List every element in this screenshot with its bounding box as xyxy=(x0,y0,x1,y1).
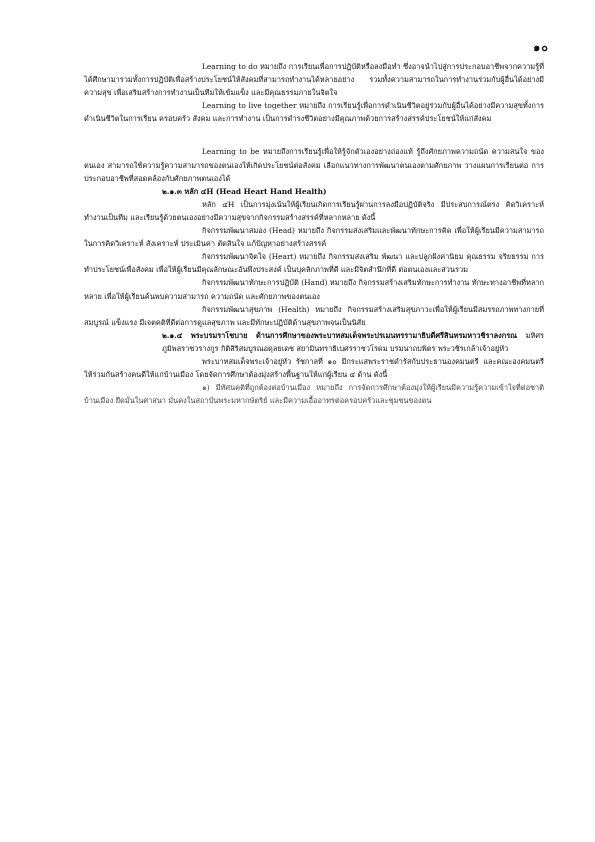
section-royal-intro: พระบาทสมเด็จพระเจ้าอยู่หัว รัชกาลที่ ๑๐ มีกระแสพระราชดำรัสกับประธานองคมนตรี และคณะองคมนตรี ให้ร่วมกันสร้างคนดีให้แก่บ้านเมือง โดยจัดการศึกษาต้องมุ่งสร้างพื้นฐานให้แก่ผู้เรียน ๔ ด้าน ดังนี้ xyxy=(84,356,544,380)
list-item-heart: กิจกรรมพัฒนาจิตใจ (Heart) หมายถึง กิจกรรมส่งเสริม พัฒนา และปลูกฝังค่านิยม คุณธรรม จริยธรรม การทำประโยชน์เพื่อสังคม เพื่อให้ผู้เรียนมีคุณลักษณะอันพึงประสงค์ เป็นบุคลิกภาพที่ดี และมีจิตสำนึกที่ดี ต่อตนเองและส่วนรวม xyxy=(84,252,544,275)
document-body xyxy=(84,60,544,407)
page-number: ๑๐ xyxy=(533,41,549,54)
royal-policy-heading-text: ๒.๑.๔ พระบรมราโชบาย ด้านการศึกษาของพระบาทสมเด็จพระปรเมนทรรามาธิบดีศรีสินทรมหาวชิราลงกรณ xyxy=(162,330,518,340)
section-heading-4h: ๒.๑.๓ หลัก ๔H (Head Heart Hand Health) xyxy=(162,186,327,196)
paragraph-learning-to-do: Learning to do หมายถึง การเรียนเพื่อการปฏิบัติหรือลงมือทำ ซึ่งอาจนำไปสู่การประกอบอาชีพจากความรู้ที่ได้ศึกษามารวมทั้งการปฏิบัติเพื่อสร้างประโยชน์ให้สังคมที่สามารถทำงานได้หลายอย่าง รวมทั้งความสามารถในการทำงานร่วมกับผู้อื่นได้อย่างมีความสุข เพื่อเสริมสร้างการทำงานเป็นทีมให้เข้มแข็ง และมีคุณธรรมภายในจิตใจ xyxy=(84,62,544,98)
royal-policy-heading-tail: มหิศรภูมิพลราชวรางกูร กิติสิริสมบูรณอดุลยเดช สยามินทราธิเบศรราชวโรดม บรมนาถบพิตร พระวชิรเกล้าเจ้าอยู่หัว xyxy=(162,330,544,353)
paragraph-gap xyxy=(84,125,544,145)
section-heading-royal-policy xyxy=(84,329,544,355)
paragraph-learning-to-live-together: Learning to live together หมายถึง การเรียนรู้เพื่อการดำเนินชีวิตอยู่ร่วมกับผู้อื่นได้อย่างมีความสุขทั้งการดำเนินชีวิตในการเรียน ครอบครัว สังคม และการทำงาน เป็นการดำรงชีวิตอย่างมีคุณภาพด้วยการสร้างสรรค์ประโยชน์ให้แก่สังคม xyxy=(84,101,544,124)
list-item-hand: กิจกรรมพัฒนาทักษะการปฏิบัติ (Hand) หมายถึง กิจกรรมสร้างเสริมทักษะการทำงาน ทักษะทางอาชีพที่หลากหลาย เพื่อให้ผู้เรียนค้นพบความสามารถ ความถนัด และศักยภาพของตนเอง xyxy=(84,278,544,301)
paragraph-learning-to-be: Learning to be หมายถึงการเรียนรู้เพื่อให้รู้จักตัวเองอย่างถ่องแท้ รู้ถึงศักยภาพความถนัด ความสนใจ ของตนเอง สามารถใช้ความรู้ความสามารถของตนเองให้เกิดประโยชน์ต่อสังคม เลือกแนวทางการพัฒนาตนเองตามศักยภาพ วางแผนการเรียนต่อ การประกอบอาชีพที่สอดคล้องกับศักยภาพตนเองได้ xyxy=(84,147,544,183)
list-item-head: กิจกรรมพัฒนาสมอง (Head) หมายถึง กิจกรรมส่งเสริมและพัฒนาทักษะการคิด เพื่อให้ผู้เรียนมีความสามารถในการคิดวิเคราะห์ สังเคราะห์ ประเมินค่า ตัดสินใจ แก้ปัญหาอย่างสร้างสรรค์ xyxy=(84,226,544,249)
list-item-attitude: ๑) มีทัศนคติที่ถูกต้องต่อบ้านเมือง หมายถึง การจัดการศึกษาต้องมุ่งให้ผู้เรียนมีความรู้ความเข้าใจที่ต่อชาติบ้านเมือง ยึดมั่นในศาสนา มั่นคงในสถาบันพระมหากษัตริย์ และมีความเอื้ออาทรต่อครอบครัวและชุมชนของตน xyxy=(84,383,544,406)
section-4h-intro: หลัก ๔H เป็นการมุ่งเน้นให้ผู้เรียนเกิดการเรียนรู้ผ่านการลงมือปฏิบัติจริง มีประสบการณ์ตรง คิดวิเคราะห์ ทำงานเป็นทีม และเรียนรู้ด้วยตนเองอย่างมีความสุขจากกิจกรรมสร้างสรรค์ที่หลากหลาย ดังนี้ xyxy=(84,199,544,222)
list-item-health: กิจกรรมพัฒนาสุขภาพ (Health) หมายถึง กิจกรรมสร้างเสริมสุขภาวะเพื่อให้ผู้เรียนมีสมรรถภาพทางกายที่สมบูรณ์ แข็งแรง มีเจตคติที่ดีต่อการดูแลสุขภาพ และมีทักษะปฏิบัติด้านสุขภาพจนเป็นนิสัย xyxy=(84,304,544,327)
